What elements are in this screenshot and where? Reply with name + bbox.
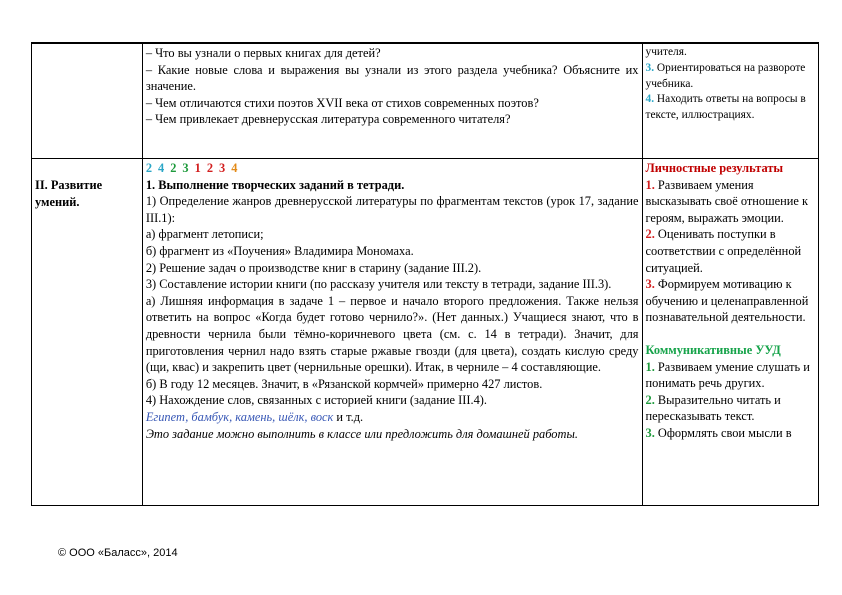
task-paragraph: 2) Решение задач о производстве книг в старину (задание III.2).	[145, 260, 482, 275]
uud-cell	[642, 43, 819, 159]
homework-note: Это задание можно выполнить в классе или предложить для домашней работы.	[145, 426, 578, 441]
question-item: – Чем привлекает древнерусская литература современного читателя?	[145, 112, 511, 127]
uud-line: учителя.	[645, 46, 687, 58]
level-mark: 2	[170, 161, 177, 175]
communicative-uud-heading: Коммуникативные УУД	[645, 342, 781, 357]
level-mark: 4	[158, 161, 165, 175]
stage-cell	[32, 159, 143, 506]
task-heading: 1. Выполнение творческих заданий в тетради.	[145, 177, 405, 192]
questions-cell	[142, 43, 642, 159]
level-mark: 3	[182, 161, 189, 175]
uud-item: 3. Ориентироваться на развороте учебника.	[645, 61, 806, 90]
copyright-footer: © ООО «Баласс», 2014	[58, 547, 178, 559]
task-paragraph: 4) Нахождение слов, связанных с историей книги (задание III.4).	[145, 393, 487, 408]
task-paragraph: а) фрагмент летописи;	[145, 227, 264, 242]
task-paragraph: 1) Определение жанров древнерусской литературы по фрагментам текстов (урок 17, задание III.1):	[145, 194, 639, 225]
result-item: 2. Оценивать поступки в соответствии с определённой ситуацией.	[645, 227, 802, 275]
question-item: – Какие новые слова и выражения вы узнали из этого раздела учебника? Объясните их значение.	[145, 62, 639, 94]
result-item: 1. Развиваем умение слушать и понимать речь других.	[645, 359, 810, 391]
difficulty-levels	[146, 160, 639, 177]
stage-title: II. Развитие умений.	[35, 178, 103, 209]
question-item: – Чем отличаются стихи поэтов XVII века от стихов современных поэтов?	[145, 95, 539, 110]
level-mark: 4	[231, 161, 238, 175]
results-cell	[642, 159, 819, 506]
task-paragraph: б) фрагмент из «Поучения» Владимира Мономаха.	[145, 243, 414, 258]
stage-cell-empty	[32, 43, 143, 159]
level-mark: 2	[145, 161, 153, 175]
uud-item: 4. Находить ответы на вопросы в тексте, иллюстрациях.	[645, 93, 806, 122]
question-item: – Что вы узнали о первых книгах для детей?	[145, 46, 381, 60]
result-item: 2. Выразительно читать и пересказывать текст.	[645, 392, 781, 424]
lesson-table	[31, 42, 819, 506]
table-row	[32, 159, 819, 506]
activity-cell	[142, 159, 642, 506]
level-mark: 3	[219, 161, 226, 175]
task-paragraph: 3) Составление истории книги (по рассказу учителя или тексту в тетради, задание III.3).	[145, 277, 612, 292]
level-mark: 2	[206, 161, 214, 175]
task-paragraph: б) В году 12 месяцев. Значит, в «Рязанской кормчей» примерно 427 листов.	[145, 376, 543, 391]
words-italic: Египет, бамбук, камень, шёлк, воск	[145, 409, 334, 424]
task-paragraph: а) Лишняя информация в задаче 1 – первое и начало второго предложения. Также нельзя ответить на вопрос «Когда будет готово чернило?». (Нет данных.) Учащиеся знают, что в древности чернила были тёмно-коричневого цвета (см. с. 14 в тетради). Значит, для приготовления чернил надо взять старые ржавые гвозди (для цвета), создать кислую среду (щи, квас) и закрепить цвет (чернильные орешки). Итак, в чернилe – 4 составляющие.	[145, 293, 639, 375]
table-row	[32, 43, 819, 159]
result-item: 3. Оформлять свои мысли в	[645, 425, 792, 440]
words-line: Египет, бамбук, камень, шёлк, воск и т.д.	[145, 409, 364, 424]
level-mark: 1	[194, 161, 201, 175]
personal-results-heading: Личностные результаты	[645, 161, 784, 175]
result-item: 3. Формируем мотивацию к обучению и целенаправленной познавательной деятельности.	[645, 277, 809, 325]
result-item: 1. Развиваем умения высказывать своё отношение к героям, выражать эмоции.	[645, 177, 809, 225]
